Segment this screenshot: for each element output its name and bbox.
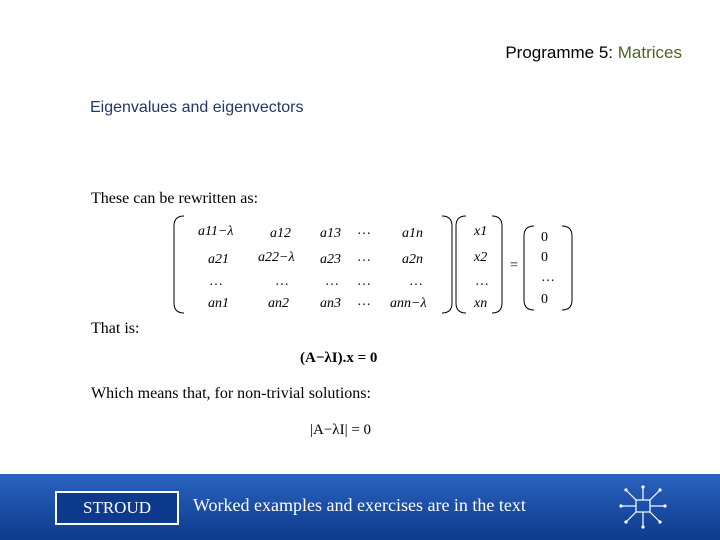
non-trivial-text: Which means that, for non-trivial solutions: <box>91 385 371 402</box>
matrix-cell: … <box>210 274 223 289</box>
zero-vector-cell: 0 <box>541 292 548 307</box>
matrix-cell: a21 <box>208 252 229 267</box>
zero-vector-cell: 0 <box>541 250 548 265</box>
matrix-cell: an3 <box>320 296 341 311</box>
eigen-equation: (A−λI).x = 0 <box>300 350 378 366</box>
matrix-cell: a11−λ <box>198 224 234 239</box>
matrix-cell: … <box>358 274 371 289</box>
matrix-cell: … <box>326 274 339 289</box>
stroud-logo: STROUD <box>55 491 179 525</box>
programme-topic: Matrices <box>617 43 682 62</box>
zero-vector-cell: 0 <box>541 230 548 245</box>
matrix-cell: … <box>358 223 371 238</box>
equals-sign: = <box>510 258 518 273</box>
matrix-cell: a2n <box>402 252 423 267</box>
x-vector-cell: xn <box>474 296 488 311</box>
matrix-cell: a1n <box>402 226 423 241</box>
footer-note: Worked examples and exercises are in the text <box>193 495 526 515</box>
footer-bar <box>0 474 720 540</box>
matrix-equation <box>170 212 580 317</box>
matrix-cell: … <box>410 274 423 289</box>
network-icon <box>618 484 668 530</box>
programme-title <box>505 43 682 63</box>
x-vector-cell: … <box>476 274 489 289</box>
matrix-cell: a13 <box>320 226 341 241</box>
matrix-cell: … <box>276 274 289 289</box>
matrix-cell: ann−λ <box>390 296 427 311</box>
x-vector-cell: x2 <box>474 250 488 265</box>
matrix-cell: an2 <box>268 296 289 311</box>
section-title: Eigenvalues and eigenvectors <box>90 99 304 116</box>
zero-vector-cell: … <box>541 270 555 285</box>
matrix-cell: a22−λ <box>258 250 295 265</box>
programme-prefix: Programme 5: <box>505 43 614 62</box>
that-is-text: That is: <box>91 320 140 337</box>
characteristic-equation: |A−λI| = 0 <box>310 422 372 438</box>
matrix-cell: a12 <box>270 226 291 241</box>
matrix-cell: a23 <box>320 252 341 267</box>
intro-text: These can be rewritten as: <box>91 190 259 207</box>
matrix-cell: an1 <box>208 296 229 311</box>
matrix-cell: … <box>358 294 371 309</box>
matrix-cell: … <box>358 250 371 265</box>
x-vector-cell: x1 <box>474 224 488 239</box>
